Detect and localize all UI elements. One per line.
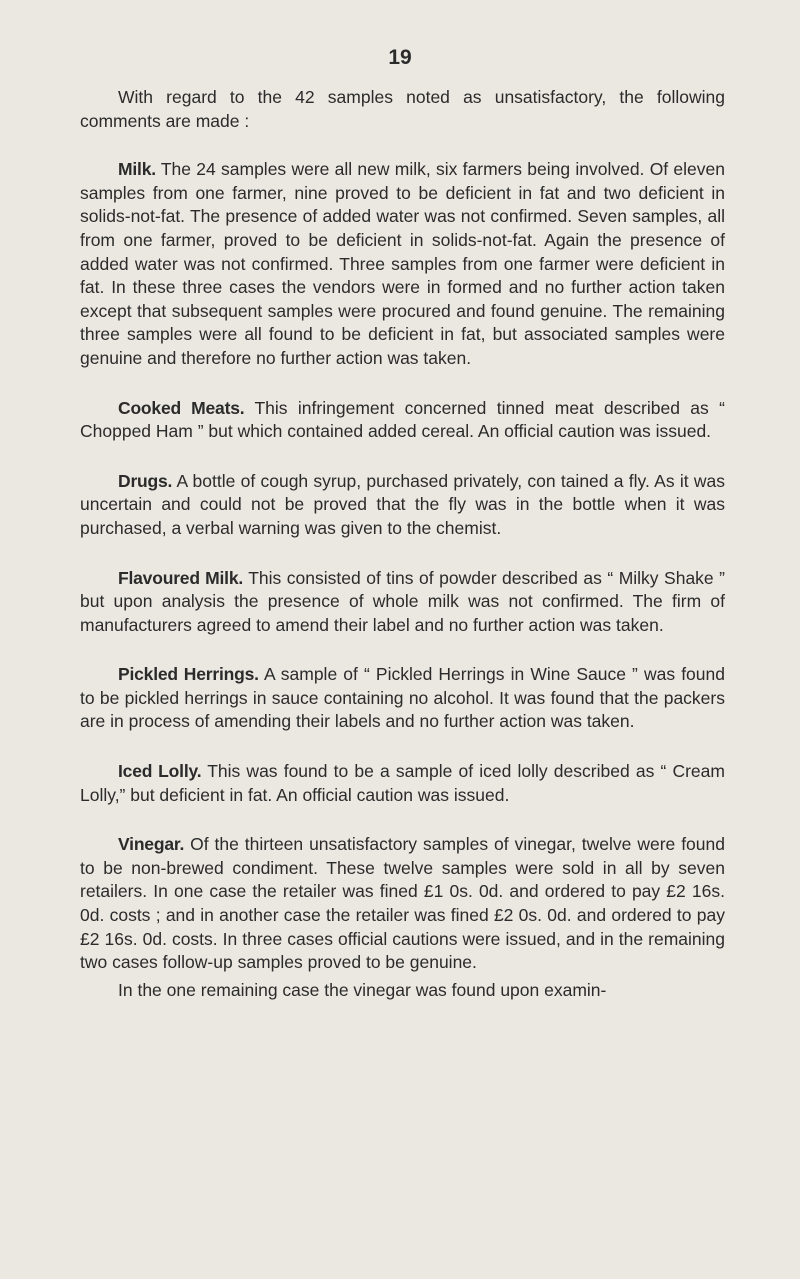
section-text: This was found to be a sample of iced lolly described as “ Cream Lolly,” but deficient in fat. An official caution was issued. xyxy=(80,761,725,805)
section-heading: Milk. xyxy=(118,159,156,180)
section-pickled-herrings xyxy=(80,663,725,734)
section-vinegar xyxy=(80,833,725,975)
section-milk xyxy=(80,158,725,370)
section-text: A sample of “ Pickled Herrings in Wine Sauce ” was found to be pickled herrings in sauce containing no alcohol. It was found that the packers are in process of amending their labels and no further action was taken. xyxy=(80,664,725,732)
section-text: This infringement concerned tinned meat described as “ Chopped Ham ” but which contained added cereal. An official caution was issued. xyxy=(80,397,725,442)
section-cooked-meats xyxy=(80,397,725,444)
section-flavoured-milk xyxy=(80,567,725,638)
section-heading: Flavoured Milk. xyxy=(118,567,244,588)
section-text: The 24 samples were all new milk, six farmers being involved. Of eleven samples from one farmer, nine proved to be deficient in fat and two deficient in solids-not-fat. The presence of added water was not confirmed. Seven samples, all from one farmer, proved to be deficient in solids-not-fat. Again the presence of added water was not confirmed. Three samples from one farmer were deficient in fat. In these three cases the vendors were in formed and no further action taken except that subsequent samples were procured and found genuine. The remaining three samples were all found to be deficient in fat, but associated samples were genuine and therefore no further action was taken. xyxy=(80,159,725,368)
section-iced-lolly xyxy=(80,760,725,807)
section-heading: Cooked Meats. xyxy=(118,397,245,418)
document-body xyxy=(80,86,725,1002)
section-text: This consisted of tins of powder described as “ Milky Shake ” but upon analysis the presence of whole milk was not confirmed. The firm of manufacturers agreed to amend their label and no further action was taken. xyxy=(80,567,725,635)
section-drugs xyxy=(80,470,725,541)
section-text: A bottle of cough syrup, purchased privately, con tained a fly. As it was uncertain and could not be proved that the fly was in the bottle when it was purchased, a verbal warning was given to the chemist. xyxy=(80,470,725,538)
section-heading: Iced Lolly. xyxy=(118,761,202,782)
section-heading: Vinegar. xyxy=(118,834,185,855)
section-heading: Pickled Herrings. xyxy=(118,664,259,685)
page-number: 19 xyxy=(388,46,412,69)
section-heading: Drugs. xyxy=(118,470,173,491)
continuation-paragraph: In the one remaining case the vinegar was found upon examin- xyxy=(118,979,607,1000)
section-text: Of the thirteen unsatisfactory samples of vinegar, twelve were found to be non-brewed condiment. These twelve samples were sold in all by seven retailers. In one case the retailer was fined £1 0s. 0d. and ordered to pay £2 16s. 0d. costs ; and in another case the retailer was fined £2 0s. 0d. and ordered to pay £2 16s. 0d. costs. In three cases official cautions were issued, and in the remaining two cases follow-up samples proved to be genuine. xyxy=(80,834,725,973)
intro-paragraph: With regard to the 42 samples noted as unsatisfactory, the following comments are made : xyxy=(80,87,725,131)
